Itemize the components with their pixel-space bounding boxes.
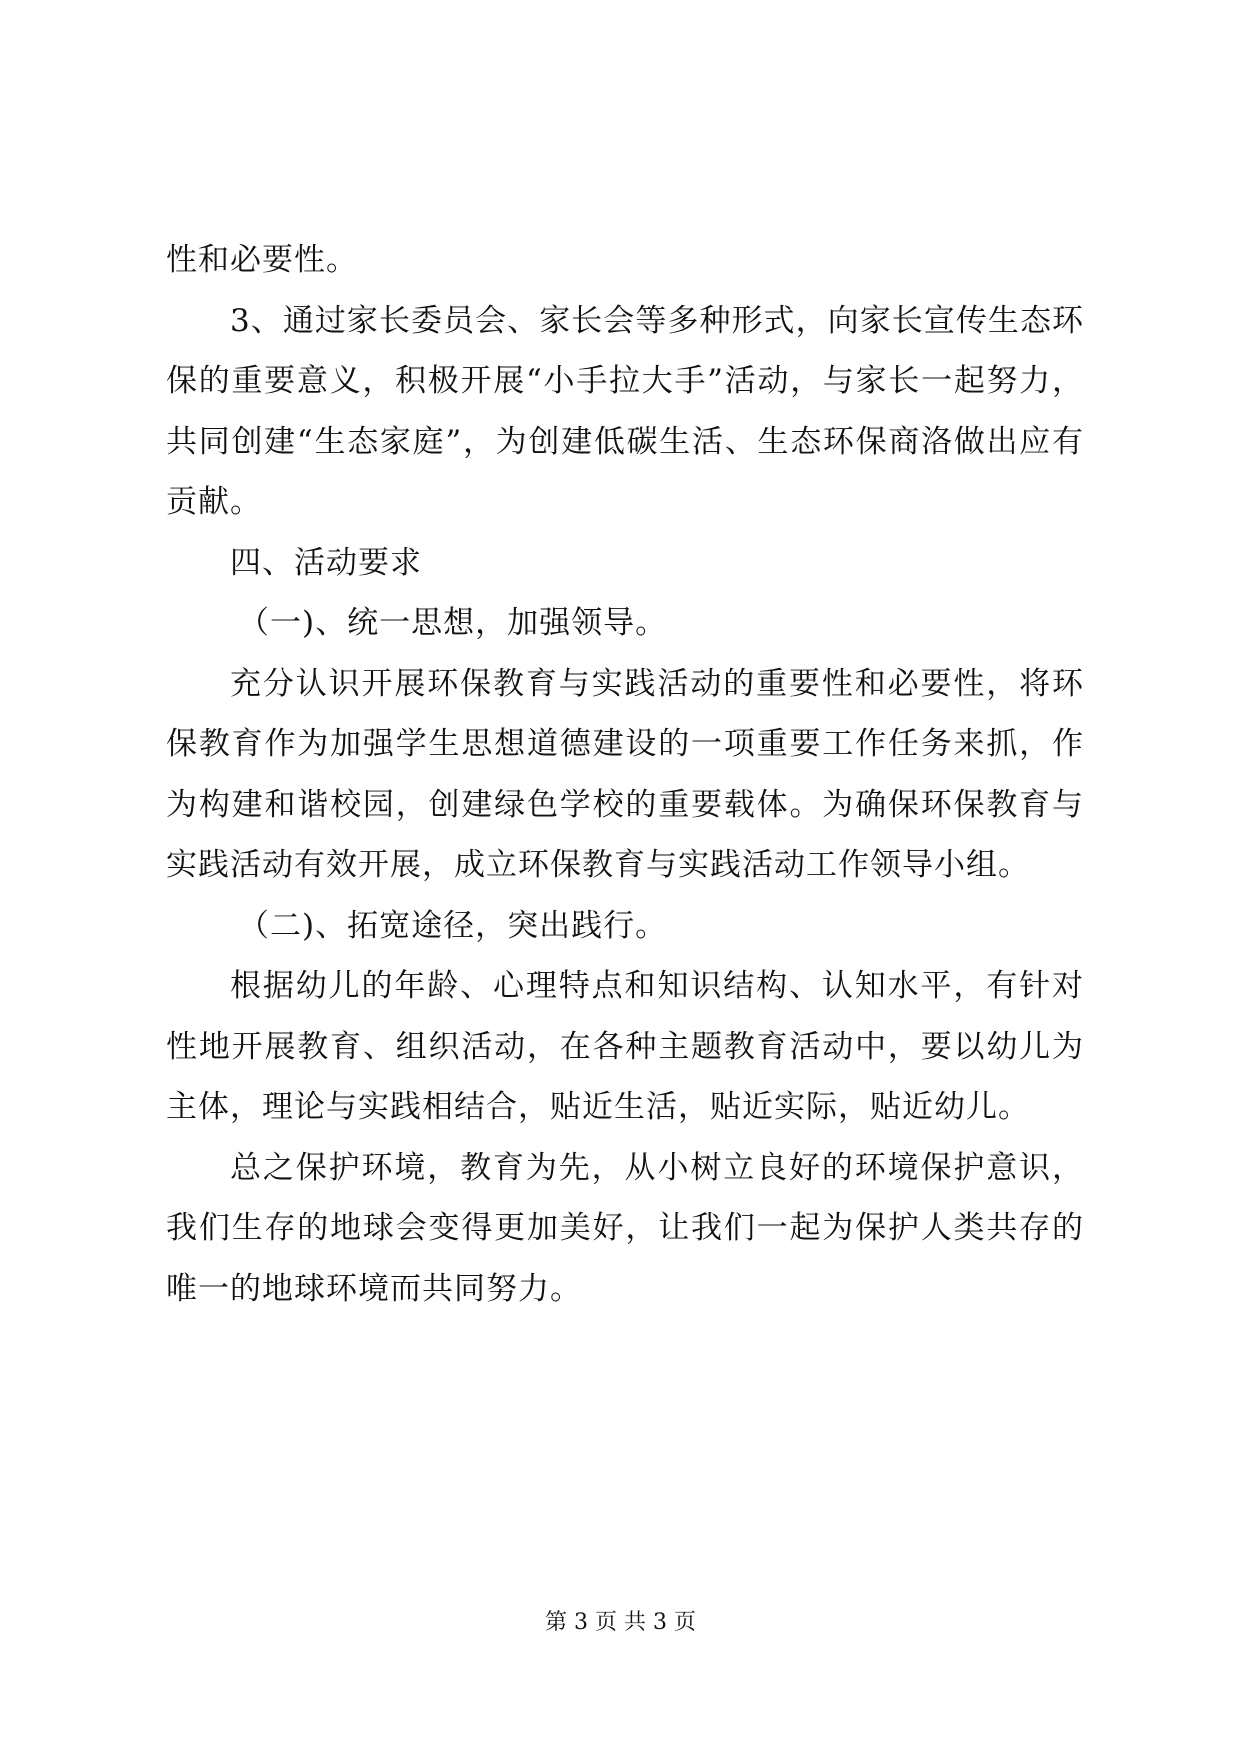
paragraph-children-education: 根据幼儿的年龄、心理特点和知识结构、认知水平，有针对性地开展教育、组织活动，在各种主题教育活动中，要以幼儿为主体，理论与实践相结合，贴近生活，贴近实际，贴近幼儿。 xyxy=(166,968,1084,1125)
section-heading-activity-requirements: 四、活动要求 xyxy=(230,544,422,581)
subheading-broaden-approaches: （二)、拓宽途径，突出践行。 xyxy=(238,907,668,944)
paragraph-item-3: 3、通过家长委员会、家长会等多种形式，向家长宣传生态环保的重要意义，积极开展“小手拉大手”活动，与家长一起努力，共同创建“生态家庭”，为创建低碳生活、生态环保商洛做出应有贡献。 xyxy=(166,302,1084,520)
subheading-unify-thinking: （一)、统一思想，加强领导。 xyxy=(238,605,668,641)
document-body xyxy=(166,230,1084,1319)
paragraph-conclusion: 总之保护环境，教育为先，从小树立良好的环境保护意识，我们生存的地球会变得更加美好，让我们一起为保护人类共存的唯一的地球环境而共同努力。 xyxy=(166,1149,1084,1307)
paragraph-importance: 充分认识开展环保教育与实践活动的重要性和必要性，将环保教育作为加强学生思想道德建设的一项重要工作任务来抓，作为构建和谐校园，创建绿色学校的重要载体。为确保环保教育与实践活动有效开展，成立环保教育与实践活动工作领导小组。 xyxy=(166,665,1084,883)
paragraph-continuation: 性和必要性。 xyxy=(166,242,358,278)
page-number-footer: 第 3 页 共 3 页 xyxy=(545,1610,696,1635)
